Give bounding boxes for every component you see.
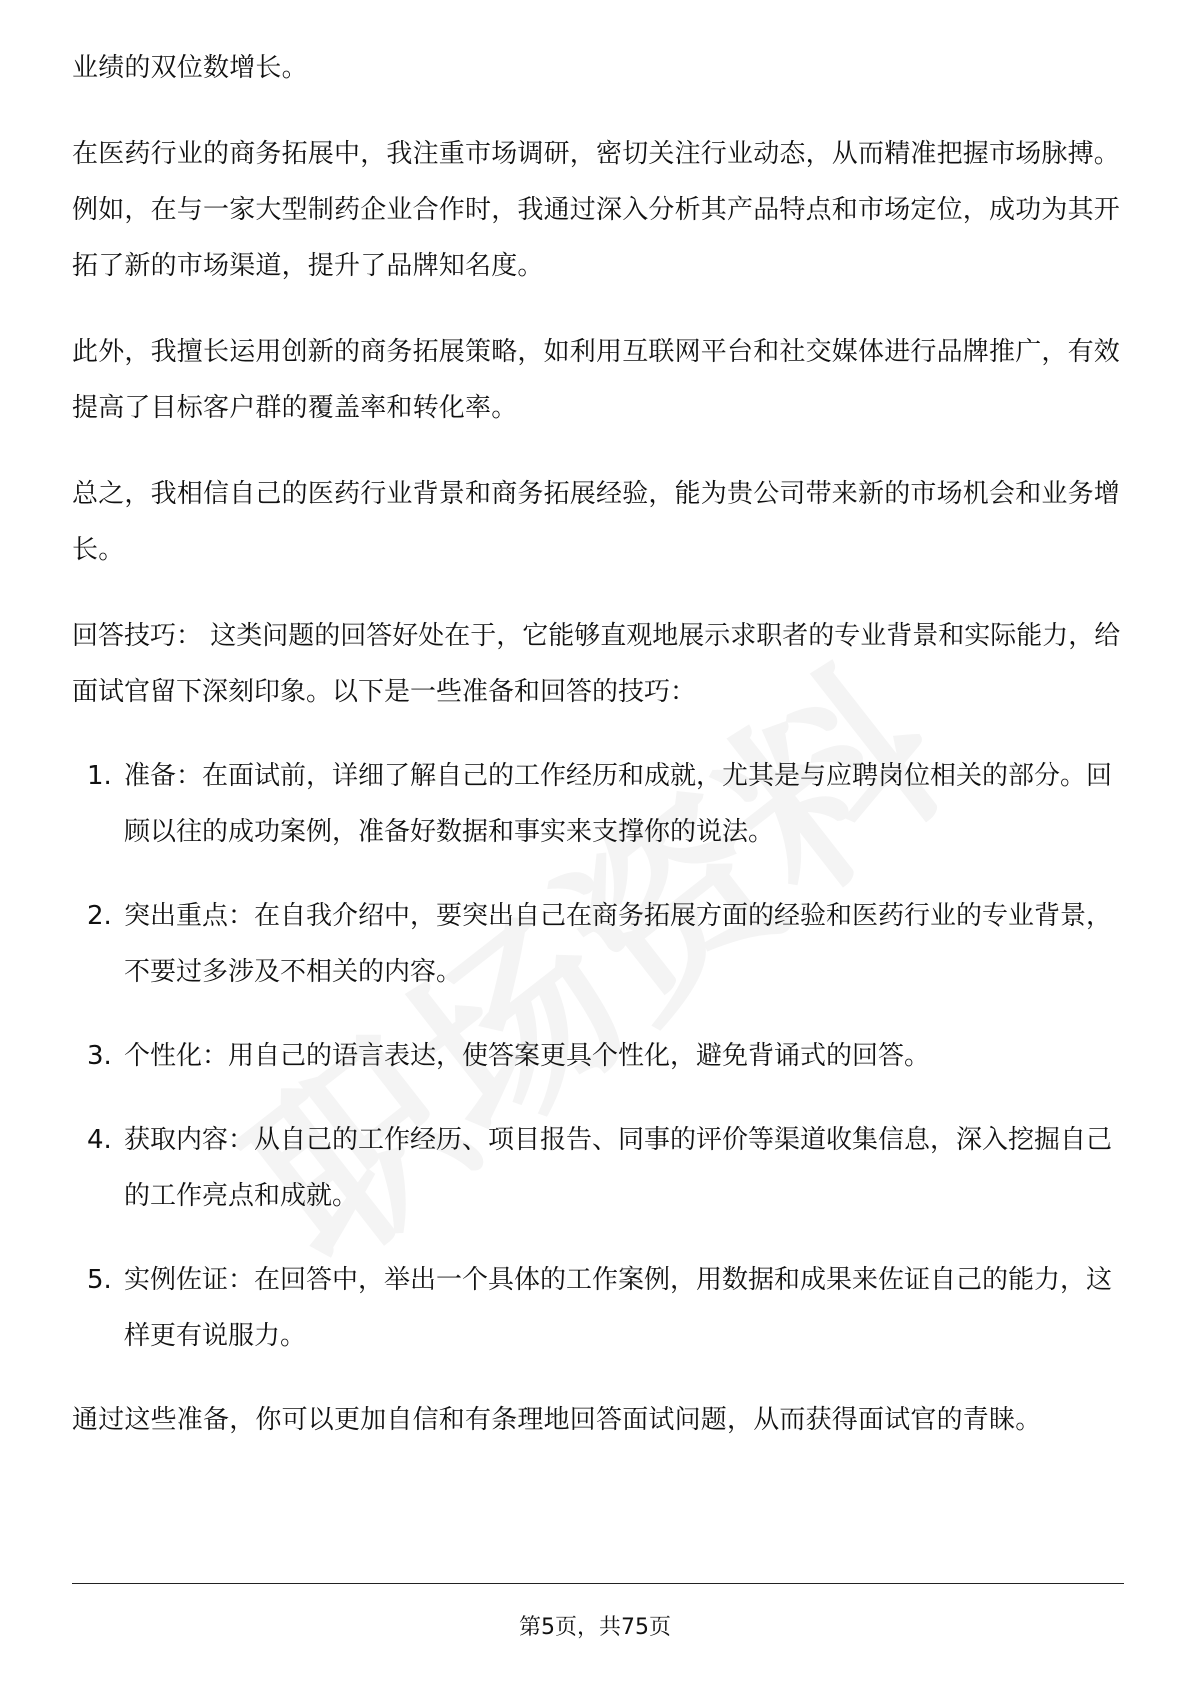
list-number: 1.: [87, 761, 112, 791]
document-body: [72, 40, 1122, 1478]
paragraph: 业绩的双位数增长。: [72, 53, 308, 83]
page-number: 第5页，共75页: [519, 1615, 671, 1640]
list-item: [72, 748, 1122, 860]
list-text: 实例佐证：在回答中，举出一个具体的工作案例，用数据和成果来佐证自己的能力，这样更有说服力。: [124, 1265, 1113, 1351]
list-number: 5.: [87, 1265, 112, 1295]
list-item: [72, 1028, 1122, 1084]
list-item: [72, 1252, 1122, 1364]
closing-paragraph: 通过这些准备，你可以更加自信和有条理地回答面试问题，从而获得面试官的青睐。: [72, 1405, 1042, 1435]
list-item: [72, 888, 1122, 1000]
paragraph: 总之，我相信自己的医药行业背景和商务拓展经验，能为贵公司带来新的市场机会和业务增长。: [72, 479, 1121, 565]
list-item: [72, 1112, 1122, 1224]
list-text: 个性化：用自己的语言表达，使答案更具个性化，避免背诵式的回答。: [124, 1041, 931, 1071]
list-number: 4.: [87, 1125, 112, 1155]
list-text: 准备：在面试前，详细了解自己的工作经历和成就，尤其是与应聘岗位相关的部分。回顾以往的成功案例，准备好数据和事实来支撑你的说法。: [124, 761, 1113, 847]
tips-intro: 回答技巧： 这类问题的回答好处在于，它能够直观地展示求职者的专业背景和实际能力，给面试官留下深刻印象。以下是一些准备和回答的技巧：: [72, 621, 1121, 707]
paragraph: 在医药行业的商务拓展中，我注重市场调研，密切关注行业动态，从而精准把握市场脉搏。例如，在与一家大型制药企业合作时，我通过深入分析其产品特点和市场定位，成功为其开拓了新的市场渠道，提升了品牌知名度。: [72, 139, 1121, 281]
footer-divider: [72, 1583, 1124, 1584]
list-number: 2.: [87, 901, 112, 931]
list-text: 突出重点：在自我介绍中，要突出自己在商务拓展方面的经验和医药行业的专业背景，不要过多涉及不相关的内容。: [124, 901, 1113, 987]
list-number: 3.: [87, 1041, 112, 1071]
tips-list: [72, 748, 1122, 1364]
paragraph: 此外，我擅长运用创新的商务拓展策略，如利用互联网平台和社交媒体进行品牌推广，有效提高了目标客户群的覆盖率和转化率。: [72, 337, 1121, 423]
list-text: 获取内容：从自己的工作经历、项目报告、同事的评价等渠道收集信息，深入挖掘自己的工作亮点和成就。: [124, 1125, 1113, 1211]
